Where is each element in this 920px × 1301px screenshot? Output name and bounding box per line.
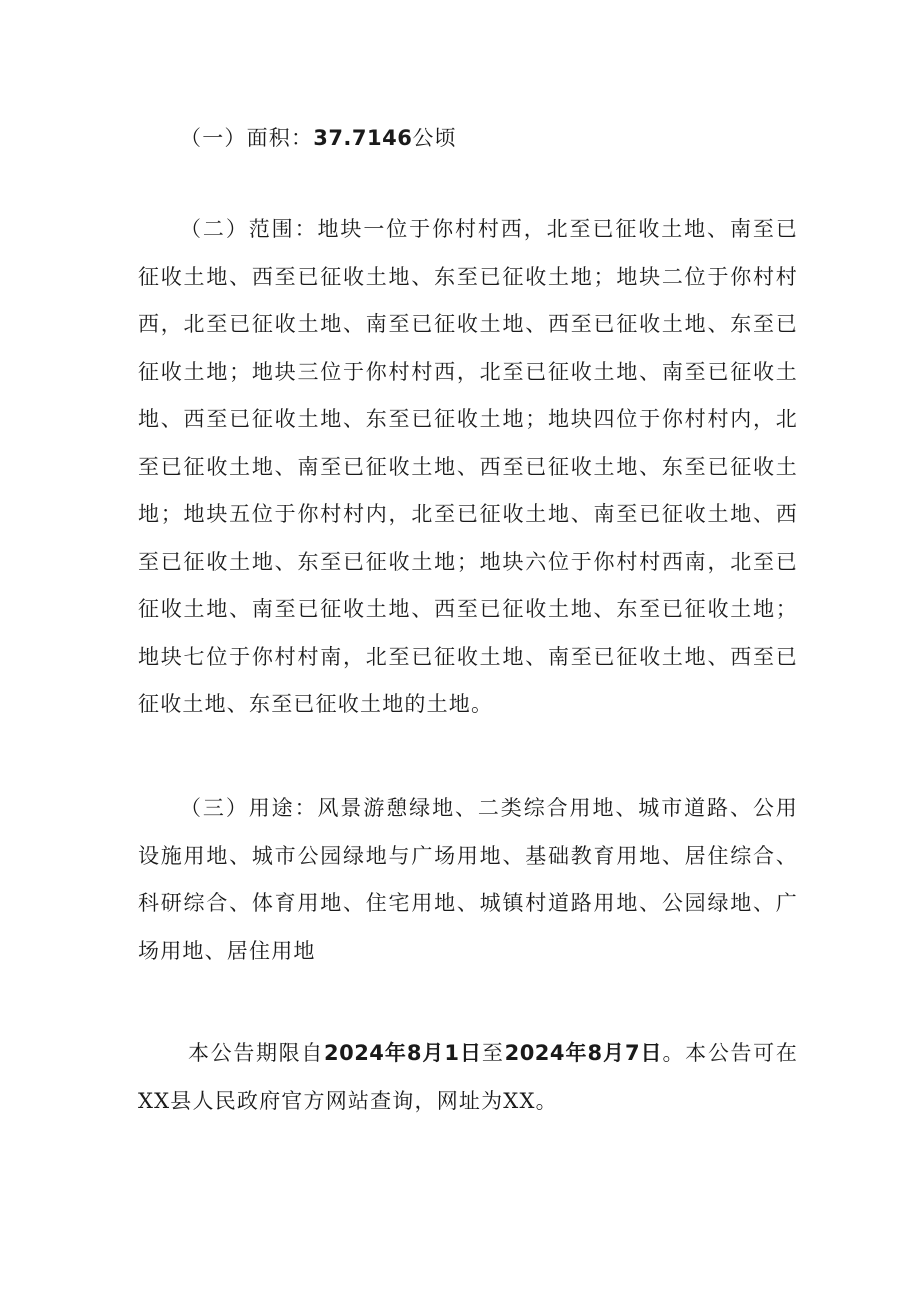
area-label: （一）面积： bbox=[180, 126, 314, 150]
notice-paragraph bbox=[138, 1030, 798, 1125]
range-paragraph: （二）范围：地块一位于你村村西，北至已征收土地、南至已征收土地、西至已征收土地、东至已征收土地；地块二位于你村村西，北至已征收土地、南至已征收土地、西至已征收土地、东至已征收土地；地块三位于你村村西，北至已征收土地、南至已征收土地、西至已征收土地、东至已征收土地；地块四位于你村村内，北至已征收土地、南至已征收土地、西至已征收土地、东至已征收土地；地块五位于你村村内，北至已征收土地、南至已征收土地、西至已征收土地、东至已征收土地；地块六位于你村村西南，北至已征收土地、南至已征收土地、西至已征收土地、东至已征收土地；地块七位于你村村南，北至已征收土地、南至已征收土地、西至已征收土地、东至已征收土地的土地。 bbox=[138, 217, 798, 716]
use-paragraph: （三）用途：风景游憩绿地、二类综合用地、城市道路、公用设施用地、城市公园绿地与广场用地、基础教育用地、居住综合、科研综合、体育用地、住宅用地、城镇村道路用地、公园绿地、广场用地、居住用地 bbox=[138, 796, 798, 963]
notice-end-date: 2024年8月7日 bbox=[504, 1041, 663, 1065]
area-value: 37.7146 bbox=[313, 126, 413, 150]
notice-start-date: 2024年8月1日 bbox=[323, 1041, 482, 1065]
notice-text-end: 。本公告可在XX县人民政府官方网站查询，网址为XX。 bbox=[138, 1041, 799, 1113]
area-paragraph bbox=[138, 115, 738, 163]
notice-text-to: 至 bbox=[481, 1041, 505, 1065]
area-unit: 公顷 bbox=[412, 126, 457, 150]
notice-text-start: 本公告期限自 bbox=[188, 1041, 324, 1065]
